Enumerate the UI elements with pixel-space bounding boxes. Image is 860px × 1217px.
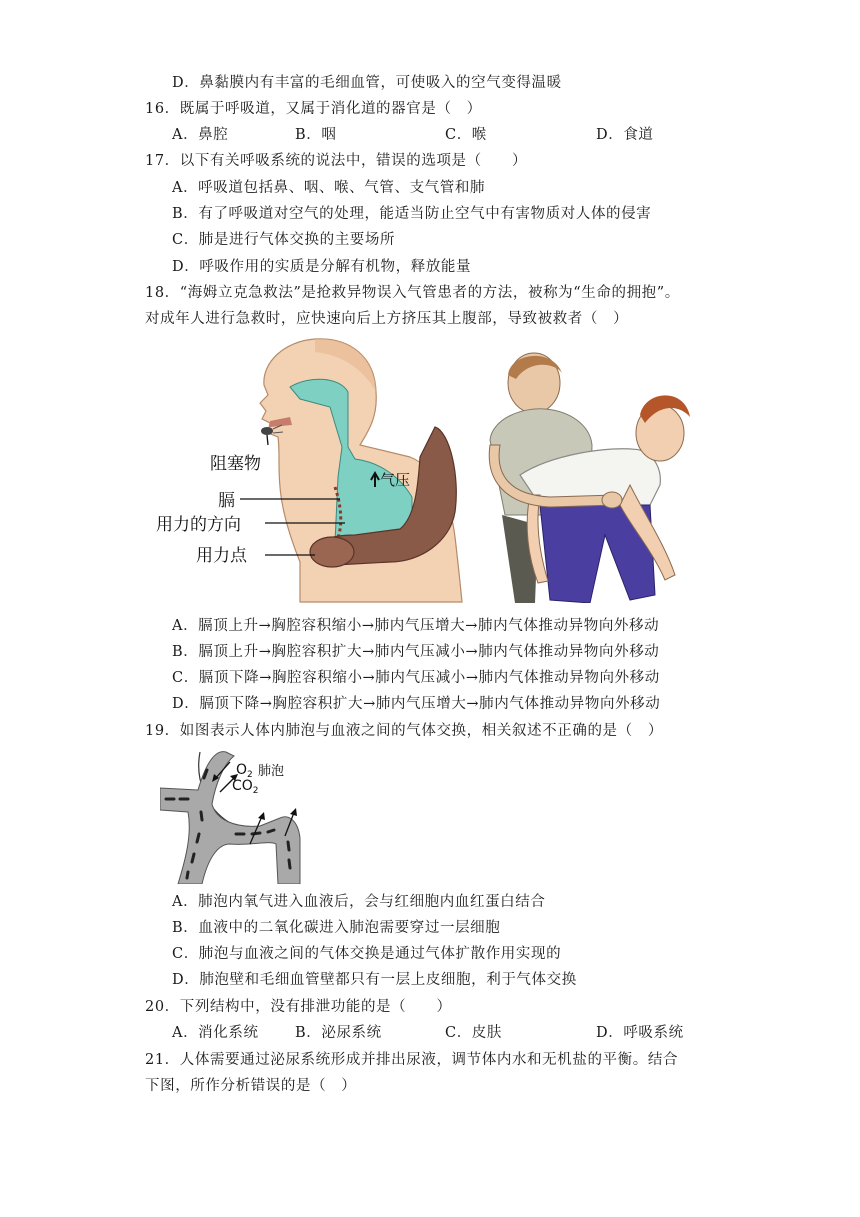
q18-stem-line1: 18．“海姆立克急救法”是抢救异物误入气管患者的方法，被称为“生命的拥抱”。 (145, 285, 680, 301)
q17-option-b: B．有了呼吸道对空气的处理，能适当防止空气中有害物质对人体的侵害 (172, 206, 652, 222)
q19-stem: 19．如图表示人体内肺泡与血液之间的气体交换，相关叙述不正确的是（ ） (145, 723, 663, 739)
label-o2-sub: 2 (247, 770, 253, 780)
q16-option-d: D．食道 (596, 127, 654, 143)
q20-option-a: A．消化系统 (172, 1025, 259, 1041)
label-co2: CO (232, 778, 253, 794)
q17-option-a: A．呼吸道包括鼻、咽、喉、气管、支气管和肺 (172, 180, 486, 196)
q18-stem-line2: 对成年人进行急救时，应快速向后上方挤压其上腹部，导致被救者（ ） (145, 311, 629, 327)
q16-option-c: C．喉 (445, 127, 487, 143)
label-o2: O (236, 762, 248, 778)
label-force-direction: 用力的方向 (156, 515, 241, 535)
q15-option-d: D．鼻黏膜内有丰富的毛细血管，可使吸入的空气变得温暖 (172, 75, 562, 91)
q20-stem: 20．下列结构中，没有排泄功能的是（ ） (145, 999, 452, 1015)
q21-stem-line1: 21．人体需要通过泌尿系统形成并排出尿液，调节体内水和无机盐的平衡。结合 (145, 1052, 679, 1068)
q19-option-a: A．肺泡内氧气进入血液后，会与红细胞内血红蛋白结合 (172, 894, 546, 910)
q21-stem-line2: 下图，所作分析错误的是（ ） (145, 1078, 357, 1094)
heimlich-cross-section-figure (150, 337, 480, 604)
q20-option-b: B．泌尿系统 (295, 1025, 382, 1041)
q18-option-b: B．膈顶上升→胸腔容积扩大→肺内气压减小→肺内气体推动异物向外移动 (172, 644, 660, 660)
q17-option-d: D．呼吸作用的实质是分解有机物，释放能量 (172, 259, 472, 275)
q16-option-b: B．咽 (295, 127, 337, 143)
q17-option-c: C．肺是进行气体交换的主要场所 (172, 232, 396, 248)
svg-text:CO2 (232, 778, 259, 796)
q19-option-b: B．血液中的二氧化碳进入肺泡需要穿过一层细胞 (172, 920, 501, 936)
heimlich-rescue-illustration (480, 345, 700, 603)
label-force-point: 用力点 (196, 546, 247, 566)
alveolus-gas-exchange-figure (160, 748, 310, 884)
q19-option-c: C．肺泡与血液之间的气体交换是通过气体扩散作用实现的 (172, 946, 562, 962)
q18-option-a: A．膈顶上升→胸腔容积缩小→肺内气压增大→肺内气体推动异物向外移动 (172, 618, 660, 634)
q20-option-d: D．呼吸系统 (596, 1025, 684, 1041)
q18-option-c: C．膈顶下降→胸腔容积缩小→肺内气压减小→肺内气体推动异物向外移动 (172, 670, 660, 686)
q16-option-a: A．鼻腔 (172, 127, 229, 143)
q16-stem: 16．既属于呼吸道，又属于消化道的器官是（ ） (145, 101, 482, 117)
q20-options (0, 1023, 860, 1043)
label-co2-sub: 2 (252, 786, 259, 796)
q17-stem: 17．以下有关呼吸系统的说法中，错误的选项是（ ） (145, 153, 528, 169)
q19-option-d: D．肺泡壁和毛细血管壁都只有一层上皮细胞，利于气体交换 (172, 972, 577, 988)
q18-option-d: D．膈顶下降→胸腔容积扩大→肺内气压增大→肺内气体推动异物向外移动 (172, 696, 661, 712)
label-diaphragm: 膈 (218, 491, 235, 511)
label-alveolus: 肺泡 (258, 764, 285, 779)
label-pressure: 气压 (380, 471, 411, 489)
q20-option-c: C．皮肤 (445, 1025, 502, 1041)
label-obstruction: 阻塞物 (210, 454, 261, 474)
q16-options (0, 125, 860, 145)
